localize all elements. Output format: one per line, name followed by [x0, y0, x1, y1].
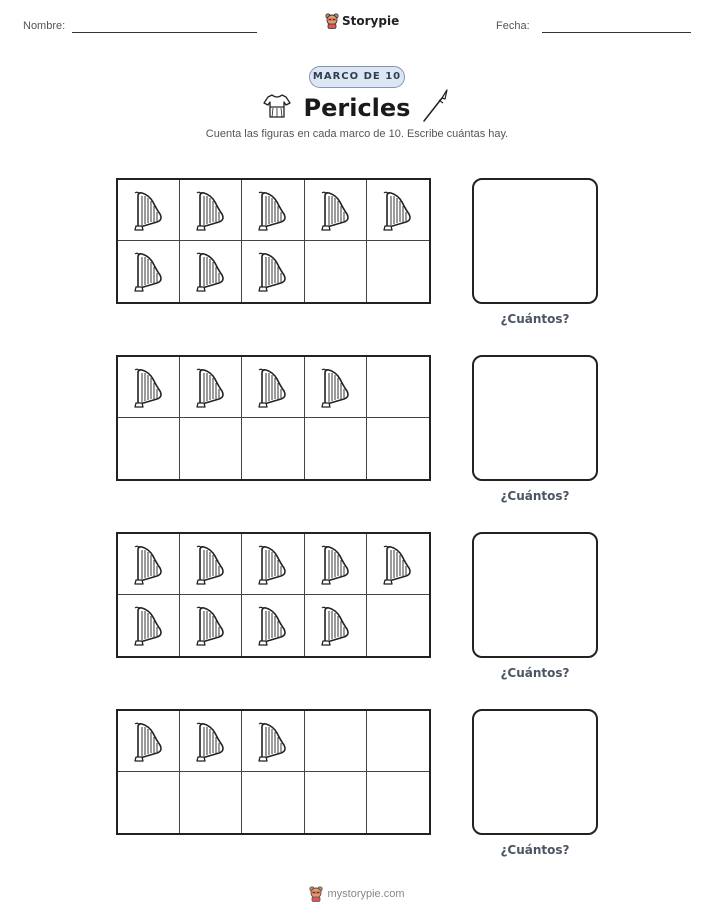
- answer-box[interactable]: [472, 532, 598, 658]
- ten-frame-cell: [180, 418, 242, 479]
- harp-icon: [320, 544, 352, 586]
- harp-icon: [195, 367, 227, 409]
- name-line: [72, 32, 257, 33]
- name-label: Nombre:: [23, 20, 66, 32]
- harp-icon: [320, 605, 352, 647]
- bear-mascot-icon: [309, 886, 323, 902]
- answer-box[interactable]: [472, 709, 598, 835]
- brand-logo: [325, 13, 399, 29]
- ten-frame-cell: [305, 711, 367, 772]
- ten-frame-cell: [367, 357, 429, 418]
- bear-mascot-icon: [325, 13, 339, 29]
- ten-frame-cell: [367, 241, 429, 302]
- ten-frame-cell: [118, 595, 180, 656]
- ten-frame: [116, 532, 431, 658]
- harp-icon: [133, 251, 165, 293]
- ten-frame-cell: [305, 418, 367, 479]
- ten-frame-cell: [367, 418, 429, 479]
- ten-frame-cell: [180, 772, 242, 833]
- ten-frame: [116, 178, 431, 304]
- ten-frame-cell: [180, 241, 242, 302]
- ten-frame-cell: [118, 534, 180, 595]
- harp-icon: [195, 605, 227, 647]
- instructions: Cuenta las figuras en cada marco de 10. Escribe cuántas hay.: [205, 128, 509, 140]
- ten-frame-cell: [367, 772, 429, 833]
- answer-label: ¿Cuántos?: [500, 312, 570, 326]
- harp-icon: [257, 721, 289, 763]
- ten-frame-cell: [180, 180, 242, 241]
- harp-icon: [133, 544, 165, 586]
- brand-name: Storypie: [342, 14, 400, 28]
- ten-frame-cell: [367, 595, 429, 656]
- ten-frame-cell: [180, 357, 242, 418]
- harp-icon: [257, 190, 289, 232]
- harp-icon: [257, 544, 289, 586]
- ten-frame-cell: [118, 418, 180, 479]
- ten-frame-cell: [305, 595, 367, 656]
- harp-icon: [257, 367, 289, 409]
- ten-frame-cell: [367, 534, 429, 595]
- harp-icon: [320, 367, 352, 409]
- harp-icon: [320, 190, 352, 232]
- ten-frame-cell: [118, 772, 180, 833]
- ten-frame-cell: [242, 357, 304, 418]
- spear-icon: [420, 89, 450, 123]
- date-label: Fecha:: [496, 20, 530, 32]
- ten-frame: [116, 709, 431, 835]
- date-line: [542, 32, 691, 33]
- answer-label: ¿Cuántos?: [500, 489, 570, 503]
- ten-frame-cell: [305, 180, 367, 241]
- harp-icon: [257, 251, 289, 293]
- ten-frame-cell: [367, 180, 429, 241]
- harp-icon: [257, 605, 289, 647]
- ten-frame-cell: [180, 595, 242, 656]
- harp-icon: [133, 190, 165, 232]
- harp-icon: [195, 251, 227, 293]
- harp-icon: [382, 190, 414, 232]
- harp-icon: [133, 367, 165, 409]
- ten-frame-cell: [180, 711, 242, 772]
- ten-frame-cell: [118, 711, 180, 772]
- answer-box[interactable]: [472, 178, 598, 304]
- ten-frame-cell: [242, 772, 304, 833]
- ten-frame-cell: [118, 357, 180, 418]
- ten-frame-cell: [118, 241, 180, 302]
- harp-icon: [133, 605, 165, 647]
- ten-frame-cell: [242, 534, 304, 595]
- ten-frame-cell: [242, 241, 304, 302]
- ten-frame-cell: [305, 772, 367, 833]
- footer: [0, 886, 714, 902]
- ten-frame-cell: [118, 180, 180, 241]
- page-title: Pericles: [303, 94, 411, 122]
- harp-icon: [195, 721, 227, 763]
- ten-frame-cell: [242, 180, 304, 241]
- ten-frame-cell: [242, 595, 304, 656]
- answer-box[interactable]: [472, 355, 598, 481]
- ten-frame-cell: [180, 534, 242, 595]
- answer-label: ¿Cuántos?: [500, 666, 570, 680]
- ten-frame: [116, 355, 431, 481]
- ten-frame-cell: [305, 357, 367, 418]
- harp-icon: [382, 544, 414, 586]
- worksheet-type-badge: MARCO DE 10: [309, 66, 405, 88]
- harp-icon: [195, 544, 227, 586]
- answer-label: ¿Cuántos?: [500, 843, 570, 857]
- ten-frame-cell: [305, 241, 367, 302]
- harp-icon: [195, 190, 227, 232]
- title-row: [0, 91, 714, 125]
- ten-frame-cell: [367, 711, 429, 772]
- harp-icon: [133, 721, 165, 763]
- ten-frame-cell: [305, 534, 367, 595]
- footer-url: mystorypie.com: [327, 888, 405, 900]
- ten-frame-cell: [242, 418, 304, 479]
- ten-frame-cell: [242, 711, 304, 772]
